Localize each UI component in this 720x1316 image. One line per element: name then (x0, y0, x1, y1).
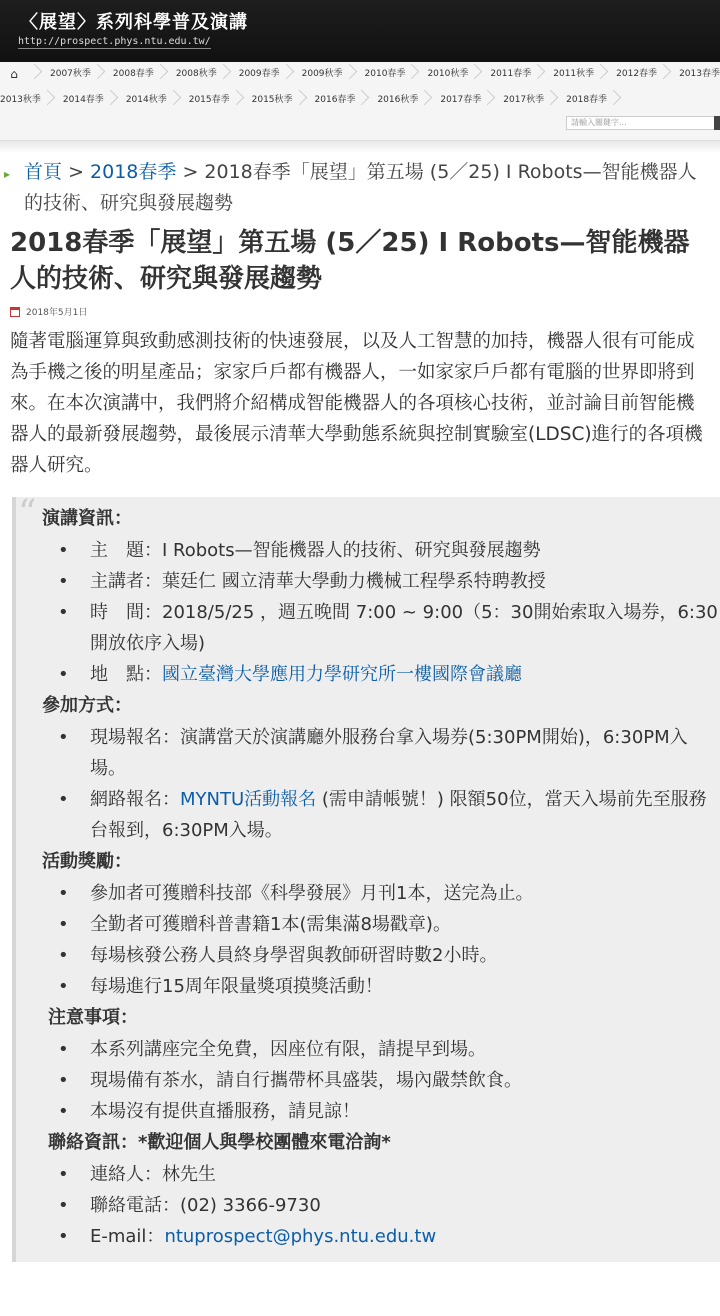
nav-item[interactable]: 2016秋季 (377, 88, 440, 112)
quote-icon: “ (18, 493, 37, 534)
site-title[interactable]: 〈展望〉系列科學普及演講 (20, 12, 248, 33)
list-item (60, 784, 720, 846)
join-heading: 參加方式： (42, 695, 132, 716)
email-label: E-mail： (90, 1226, 165, 1247)
online-rest: (需申請帳號！) 限額50位，當天入場前先至服務台報到，6:30PM入場。 (90, 789, 707, 841)
nav-item[interactable]: 2015秋季 (252, 88, 315, 112)
nav-item[interactable]: 2013春季 (679, 62, 720, 86)
breadcrumb-season-link[interactable]: 2018春季 (90, 161, 177, 183)
nav-item[interactable]: 2014春季 (63, 88, 126, 112)
nav-item[interactable]: 2011秋季 (553, 62, 616, 86)
email-link[interactable]: ntuprospect@phys.ntu.edu.tw (164, 1226, 437, 1247)
home-icon[interactable]: ⌂ (0, 62, 50, 86)
breadcrumb-current: 2018春季「展望」第五場 (5／25) I Robots—智能機器人的技術、研究與發展趨勢 (24, 161, 697, 214)
nav-item[interactable]: 2010春季 (365, 62, 428, 86)
contact-heading: 聯絡資訊：*歡迎個人與學校團體來電洽詢* (48, 1132, 391, 1153)
intro-paragraph: 隨著電腦運算與致動感測技術的快速發展，以及人工智慧的加持，機器人很有可能成為手機之後的明星產品；家家戶戶都有機器人，一如家家戶戶都有電腦的世界即將到來。在本次演講中，我們將介紹構成智能機器人的各項核心技術，並討論目前智能機器人的最新發展趨勢，最後展示清華大學動態系統與控制實驗室(LDSC)進行的各項機器人研究。 (10, 331, 703, 476)
list-item: • 本系列講座完全免費，因座位有限，請提早到場。 (60, 1034, 720, 1065)
online-label: 網路報名： (90, 789, 180, 810)
myntu-register-link[interactable]: MYNTU活動報名 (180, 789, 317, 810)
join-list (42, 722, 720, 846)
calendar-icon (10, 307, 20, 317)
nav-row-1 (0, 62, 720, 86)
search-input[interactable]: 請輸入關鍵字... (566, 116, 720, 130)
nav-item[interactable]: 2011春季 (490, 62, 553, 86)
site-header (0, 0, 720, 62)
nav-item[interactable]: 2015春季 (189, 88, 252, 112)
nav-row-2 (0, 88, 629, 112)
list-item: • 連絡人：林先生 (60, 1159, 720, 1190)
nav-item[interactable]: 2009秋季 (302, 62, 365, 86)
breadcrumb-arrow-icon: ▸ (4, 167, 11, 181)
nav-item[interactable]: 2016春季 (315, 88, 378, 112)
list-item (60, 659, 720, 690)
contact-list (42, 1159, 720, 1252)
nav-item[interactable]: 2007秋季 (50, 62, 113, 86)
nav-item[interactable]: 2009春季 (239, 62, 302, 86)
venue-link[interactable]: 國立臺灣大學應用力學研究所一樓國際會議廳 (162, 664, 522, 685)
season-nav (0, 62, 720, 141)
nav-item[interactable]: 2017秋季 (503, 88, 566, 112)
nav-item[interactable]: 2017春季 (440, 88, 503, 112)
page-title: 2018春季「展望」第五場 (5／25) I Robots—智能機器人的技術、研究與發展趨勢 (10, 228, 690, 294)
list-item: • 主講者：葉廷仁 國立清華大學動力機械工程學系特聘教授 (60, 566, 720, 597)
notice-list (42, 1034, 720, 1127)
site-url[interactable]: http://prospect.phys.ntu.edu.tw/ (18, 36, 211, 47)
info-blockquote (12, 493, 720, 1262)
list-item: • 每場進行15周年限量獎項摸獎活動！ (60, 971, 720, 1002)
list-item (60, 1221, 720, 1252)
nav-item[interactable]: 2018春季 (566, 88, 629, 112)
reward-list (42, 878, 720, 1002)
nav-item[interactable]: 2010秋季 (427, 62, 490, 86)
breadcrumb-separator: > (182, 161, 199, 183)
lecture-info-list (42, 535, 720, 690)
nav-item[interactable]: 2008春季 (113, 62, 176, 86)
list-item: • 主 題：I Robots—智能機器人的技術、研究與發展趨勢 (60, 535, 720, 566)
breadcrumb-separator: > (68, 161, 84, 183)
list-item: • 參加者可獲贈科技部《科學發展》月刊1本，送完為止。 (60, 878, 720, 909)
list-item: • 時 間：2018/5/25 ，週五晚間 7:00 ~ 9:00（5：30開始索取入場券，6:30 開放依序入場) (60, 597, 720, 659)
divider (0, 141, 720, 153)
reward-heading: 活動獎勵： (42, 851, 132, 872)
list-item: • 現場備有茶水，請自行攜帶杯具盛裝，場內嚴禁飲食。 (60, 1065, 720, 1096)
breadcrumb-home-link[interactable]: 首頁 (24, 161, 63, 183)
search-button[interactable] (714, 116, 720, 130)
nav-item[interactable]: 2008秋季 (176, 62, 239, 86)
nav-item[interactable]: 2014秋季 (126, 88, 189, 112)
place-label: 地 點： (90, 664, 162, 685)
list-item: • 現場報名：演講當天於演講廳外服務台拿入場券(5:30PM開始)，6:30PM入場。 (60, 722, 720, 784)
list-item: • 本場沒有提供直播服務，請見諒！ (60, 1096, 720, 1127)
list-item: • 全勤者可獲贈科普書籍1本(需集滿8場戳章)。 (60, 909, 720, 940)
date-text: 2018年5月1日 (26, 308, 88, 318)
notice-heading: 注意事項： (48, 1007, 138, 1028)
breadcrumb (0, 153, 720, 219)
list-item: • 聯絡電話：(02) 3366-9730 (60, 1190, 720, 1221)
lecture-info-heading: 演講資訊： (42, 508, 132, 529)
list-item: • 每場核發公務人員終身學習與教師研習時數2小時。 (60, 940, 720, 971)
nav-item[interactable]: 2012春季 (616, 62, 679, 86)
publish-date (10, 305, 710, 318)
nav-item[interactable]: 2013秋季 (0, 88, 63, 112)
